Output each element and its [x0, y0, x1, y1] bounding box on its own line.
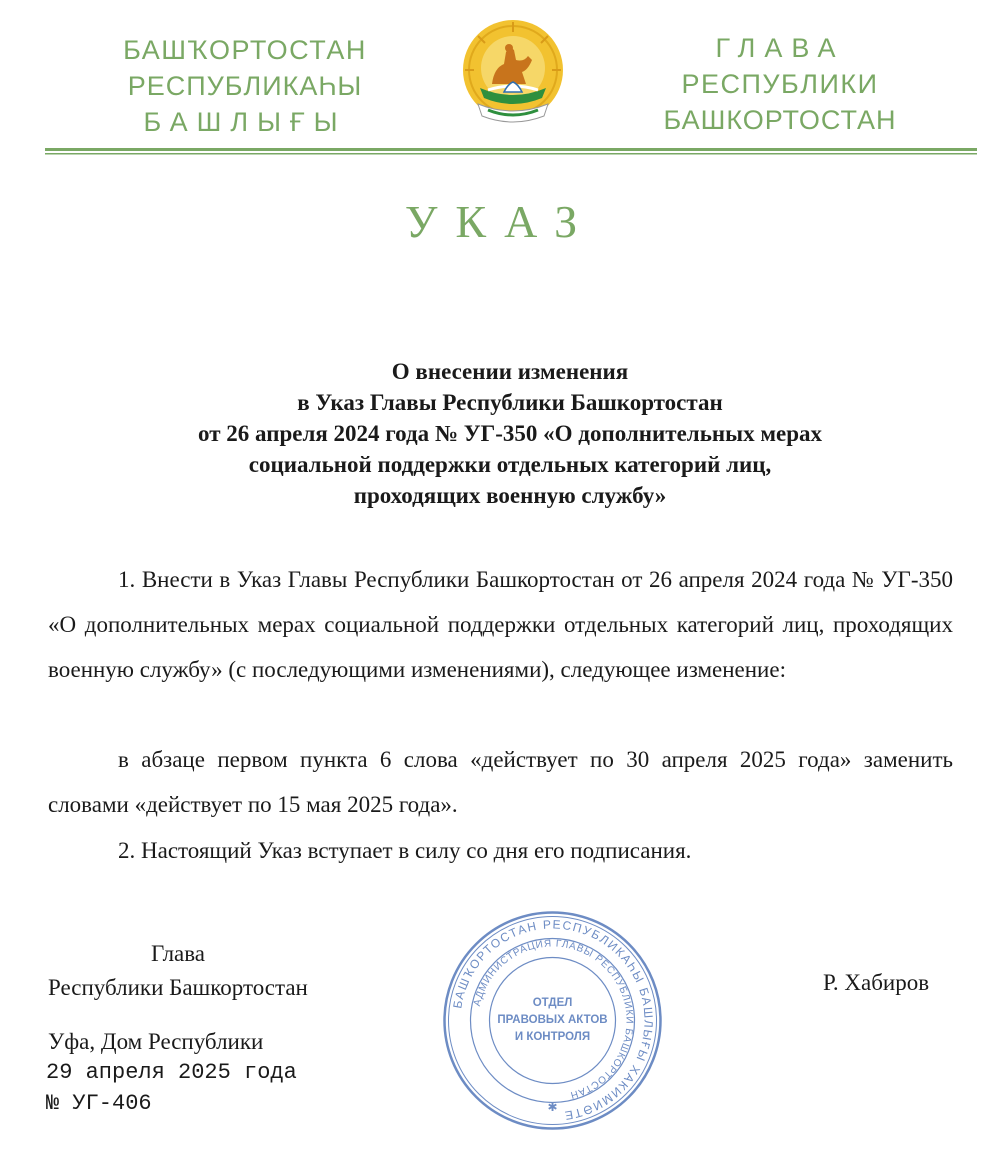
signatory-role-line-2: Республики Башкортостан [48, 975, 308, 1000]
document-date: 29 апреля 2025 года [46, 1060, 297, 1085]
signatory-role [48, 937, 308, 1005]
title-line-2: в Указ Главы Республики Башкортостан [297, 390, 723, 415]
header-left-line-3: БАШЛЫҒЫ [143, 107, 347, 137]
stamp-center-line-1: ОТДЕЛ [532, 997, 573, 1009]
stamp-center-line-3: И КОНТРОЛЯ [514, 1031, 591, 1043]
title-line-3: от 26 апреля 2024 года № УГ-350 «О дополнительных мерах [198, 421, 822, 446]
paragraph-1: 1. Внести в Указ Главы Республики Башкортостан от 26 апреля 2024 года № УГ-350 «О дополнительных мерах социальной поддержки отдельных категорий лиц, проходящих военную службу» (с последующими изменениями), следующее изменение: [48, 567, 953, 682]
signatory-role-line-1: Глава [151, 941, 206, 966]
stamp-outer-text: БАШҠОРТОСТАН РЕСПУБЛИКАҺЫ БАШЛЫҒЫ ХАКИМИӘТЕ [450, 917, 656, 1123]
paragraph-2: в абзаце первом пункта 6 слова «действует по 30 апреля 2025 года» заменить словами «действует по 15 мая 2025 года». [48, 747, 953, 817]
title-line-1: О внесении изменения [391, 359, 629, 384]
paragraph-3: 2. Настоящий Указ вступает в силу со дня его подписания. [118, 838, 692, 863]
title-line-5: проходящих военную службу» [353, 483, 667, 508]
header-right-title [625, 30, 935, 138]
header-left-line-2: РЕСПУБЛИКАҺЫ [127, 71, 363, 101]
document-title [100, 356, 920, 511]
stamp-center-line-2: ПРАВОВЫХ АКТОВ [497, 1014, 608, 1026]
header-divider [45, 148, 977, 156]
header-right-line-1: ГЛАВА [715, 33, 845, 63]
stamp-star-icon: ✱ [547, 1100, 558, 1114]
official-stamp [440, 908, 665, 1133]
document-number: № УГ-406 [46, 1091, 152, 1116]
place-of-signing: Уфа, Дом Республики [48, 1029, 264, 1054]
header-left-title [95, 32, 395, 140]
header-right-line-2: РЕСПУБЛИКИ [681, 69, 879, 99]
stamp-inner-text: АДМИНИСТРАЦИЯ ГЛАВЫ РЕСПУБЛИКИ БАШКОРТОСТАН [471, 938, 635, 1101]
coat-of-arms-icon [458, 18, 568, 130]
header-left-line-1: БАШҠОРТОСТАН [123, 35, 367, 65]
document-type-heading: УКАЗ [404, 196, 596, 247]
signatory-name: Р. Хабиров [823, 970, 930, 995]
title-line-4: социальной поддержки отдельных категорий лиц, [248, 452, 772, 477]
header-right-line-3: БАШКОРТОСТАН [663, 105, 897, 135]
